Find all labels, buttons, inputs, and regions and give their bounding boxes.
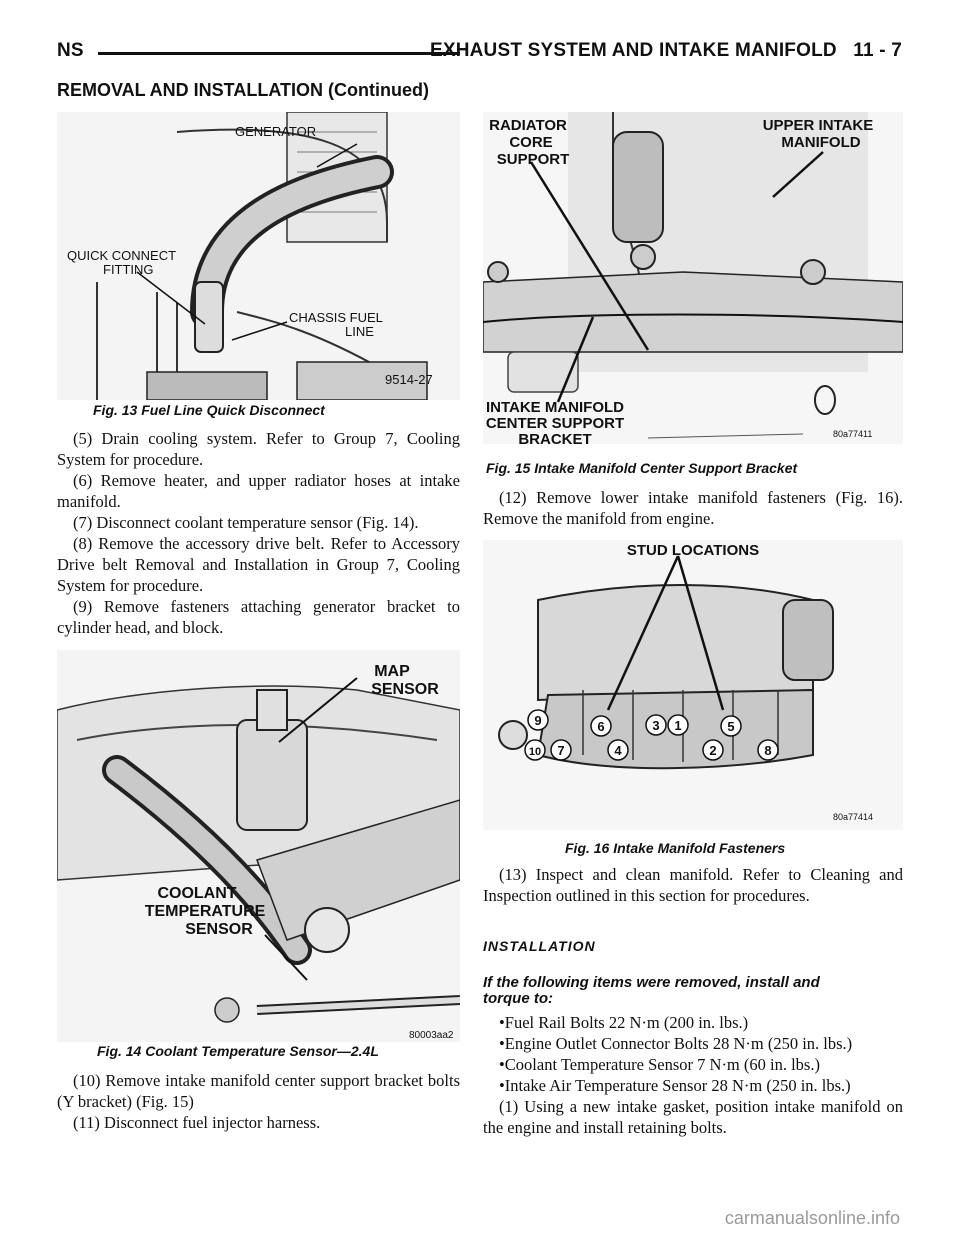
torque-item-3 [483,1054,903,1075]
fig16-callout-6: 6 [597,719,605,734]
fig13-label-generator: GENERATOR [235,124,317,139]
fig14-code: 80003aa2 [409,1030,454,1041]
torque-item-1 [483,1012,903,1033]
step-12: (12) Remove lower intake manifold fasteners (Fig. 16). Remove the manifold from engine. [483,488,903,528]
torque-item-4 [483,1075,903,1096]
bullet: • [499,1034,505,1053]
fig16-code: 80a77414 [833,812,874,822]
fig13-label-chassis-fuel: CHASSIS FUEL [289,310,383,325]
fig16-callout-5: 5 [727,719,735,734]
fig15-caption: Fig. 15 Intake Manifold Center Support Bracket [486,460,798,476]
step-8: (8) Remove the accessory drive belt. Refer to Accessory Drive belt Removal and Installation in Group 7, Cooling System for procedure. [57,534,460,595]
fig16-callout-10: 10 [528,746,542,758]
fig15-label-manifold: MANIFOLD [781,134,861,151]
fig14-label-map: MAP [374,663,410,680]
installation-list [483,1012,903,1138]
fig15-label-radiator: RADIATOR [489,117,567,134]
step-5: (5) Drain cooling system. Refer to Group 7, Cooling System for procedure. [57,429,460,469]
watermark: carmanualsonline.info [724,1208,900,1228]
step-13: (13) Inspect and clean manifold. Refer to Cleaning and Inspection outlined in this section for procedures. [483,865,903,905]
fig16-illustration [483,540,903,830]
fig14-label-map-sensor: SENSOR [371,681,439,698]
fig13-label-quick-connect: QUICK CONNECT [67,248,177,263]
fig14-illustration [57,650,460,1042]
fig14-label-coolant: COOLANT [157,885,237,902]
fig16-callout-2: 2 [709,743,717,758]
torque-text-2: Engine Outlet Connector Bolts 28 N·m (250 in. lbs.) [504,1034,853,1053]
fig13-label-line: LINE [345,324,374,339]
bullet: • [499,1076,505,1095]
fig16-callout-1: 1 [674,718,682,733]
right-column-step-13 [483,864,903,906]
header-title-block [430,40,902,62]
fig15-label-upper-intake: UPPER INTAKE [762,117,874,134]
torque-text-1: Fuel Rail Bolts 22 N·m (200 in. lbs.) [504,1013,749,1032]
fig13-code: 9514-27 [385,372,433,387]
fig16-callout-9: 9 [534,713,542,728]
step-6: (6) Remove heater, and upper radiator hoses at intake manifold. [57,471,460,511]
header-title: EXHAUST SYSTEM AND INTAKE MANIFOLD [429,40,837,61]
fig15-label-core: CORE [509,134,553,151]
fig15-illustration [483,112,903,444]
fig16-label-stud-locations: STUD LOCATIONS [626,542,760,559]
header-rule [98,52,460,55]
fig14-label-sensor: SENSOR [185,921,253,938]
page-number: 11 - 7 [853,40,902,61]
fig14-caption: Fig. 14 Coolant Temperature Sensor—2.4L [97,1043,379,1059]
install-step-1: (1) Using a new intake gasket, position intake manifold on the engine and install retaining bolts. [483,1097,903,1137]
right-column-step-12 [483,487,903,529]
installation-note: If the following items were removed, install and torque to: [483,974,820,1007]
bullet: • [499,1055,505,1074]
fig16-callout-4: 4 [614,743,622,758]
fig13-illustration [57,112,460,400]
torque-item-2 [483,1033,903,1054]
installation-heading: INSTALLATION [483,938,596,954]
fig16-callout-7: 7 [557,743,565,758]
fig15-label-bracket: BRACKET [518,431,592,444]
torque-text-4: Intake Air Temperature Sensor 28 N·m (250 in. lbs.) [504,1076,851,1095]
fig16-callout-8: 8 [764,743,772,758]
torque-text-3: Coolant Temperature Sensor 7 N·m (60 in. lbs.) [504,1055,820,1074]
fig16-callout-3: 3 [652,718,660,733]
fig15-code: 80a77411 [833,429,873,439]
left-column-steps-upper [57,428,460,638]
step-9: (9) Remove fasteners attaching generator bracket to cylinder head, and block. [57,597,460,637]
fig13-label-fitting: FITTING [103,262,154,277]
fig15-label-intake-manifold: INTAKE MANIFOLD [485,399,625,416]
fig14-label-temperature: TEMPERATURE [144,903,266,920]
fig15-label-support: SUPPORT [496,151,570,168]
section-title: REMOVAL AND INSTALLATION (Continued) [57,80,429,100]
step-11: (11) Disconnect fuel injector harness. [73,1113,321,1132]
fig15-label-center-support: CENTER SUPPORT [485,415,625,432]
header-section-code: NS [57,40,84,61]
bullet: • [499,1013,505,1032]
step-10: (10) Remove intake manifold center support bracket bolts (Y bracket) (Fig. 15) [57,1071,460,1111]
left-column-steps-lower [57,1070,460,1133]
fig13-caption: Fig. 13 Fuel Line Quick Disconnect [93,402,325,418]
fig16-caption: Fig. 16 Intake Manifold Fasteners [565,840,786,856]
step-7: (7) Disconnect coolant temperature sensor (Fig. 14). [73,513,419,532]
